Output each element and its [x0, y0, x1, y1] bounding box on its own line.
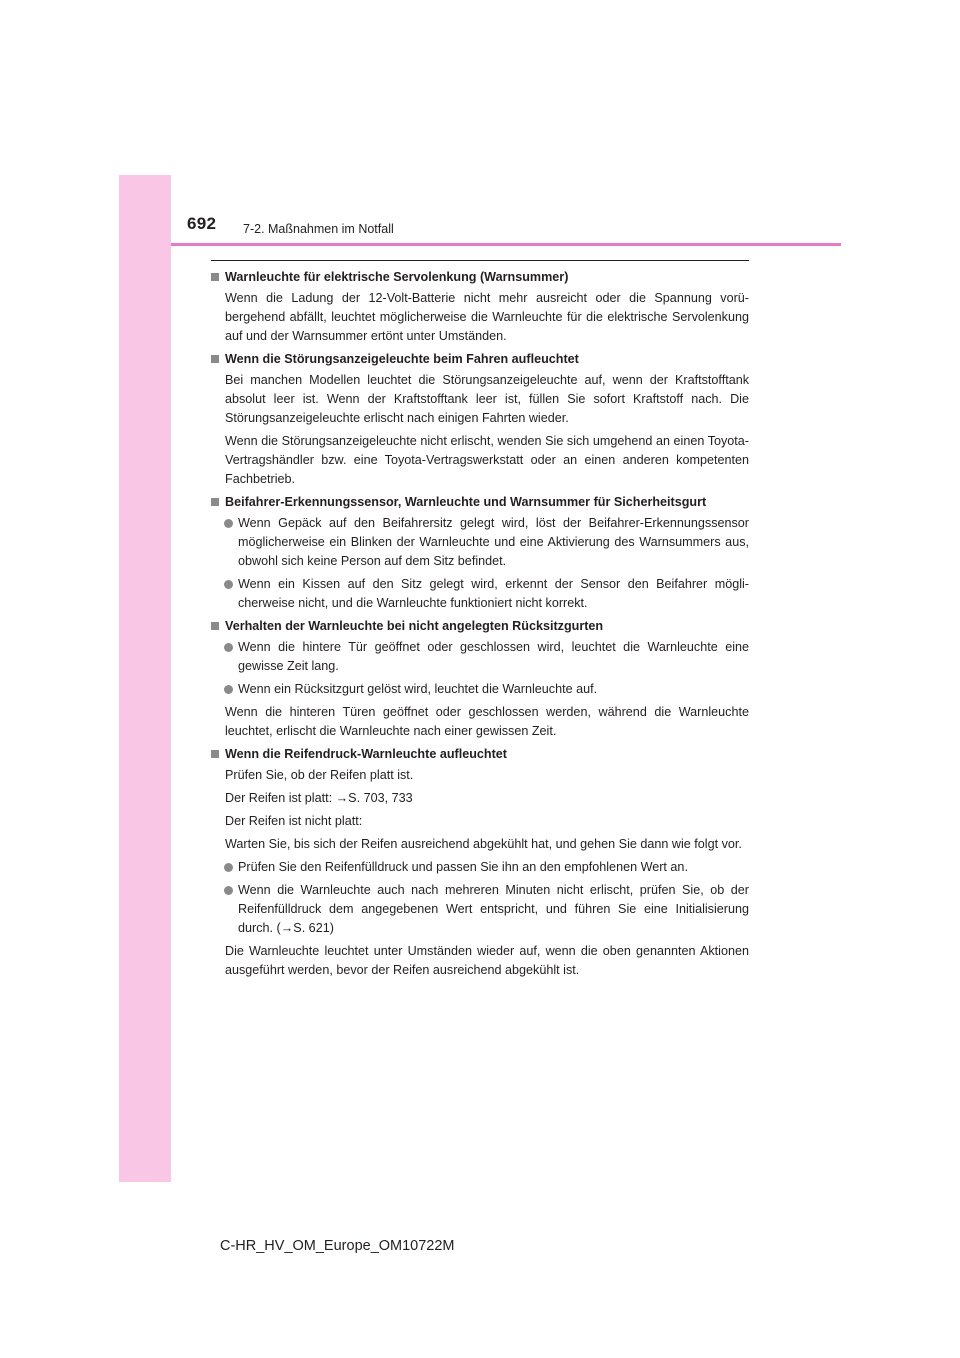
bullet-item: Wenn ein Rücksitzgurt gelöst wird, leuchtet die Warnleuchte auf.	[238, 680, 749, 699]
square-bullet-icon	[211, 498, 219, 506]
side-color-band	[119, 175, 171, 1182]
circle-bullet-icon	[224, 519, 233, 528]
section-heading: Beifahrer-Erkennungssensor, Warnleuchte und Warnsummer für Sicherheitsgurt	[211, 493, 749, 512]
paragraph: Die Warnleuchte leuchtet unter Umständen wieder auf, wenn die oben genannten Aktionen ausgeführt werden, bevor der Reifen ausreichend abgekühlt ist.	[225, 944, 749, 977]
square-bullet-icon	[211, 355, 219, 363]
bullet-item: Wenn ein Kissen auf den Sitz gelegt wird, erkennt der Sensor den Beifahrer möglicherweise nicht, und die Warnleuchte funktioniert nicht korrekt.	[238, 575, 749, 613]
bullet-item: Wenn die hintere Tür geöffnet oder geschlossen wird, leuchtet die Warnleuchte eine gewisse Zeit lang.	[238, 638, 749, 676]
section-heading: Wenn die Störungsanzeigeleuchte beim Fahren aufleuchtet	[211, 350, 749, 369]
section-heading: Warnleuchte für elektrische Servolenkung (Warnsummer)	[211, 268, 749, 287]
document-id-footer: C-HR_HV_OM_Europe_OM10722M	[220, 1238, 455, 1254]
bullet-item: Wenn Gepäck auf den Beifahrersitz gelegt wird, löst der Beifahrer-Erkennungssensor möglicherweise ein Blinken der Warnleuchte und eine Aktivierung des Warnsummers aus, obwohl sich keine Person auf dem Sitz befindet.	[238, 514, 749, 571]
circle-bullet-icon	[224, 863, 233, 872]
paragraph: Wenn die Ladung der 12-Volt-Batterie nicht mehr ausreicht oder die Spannung vorübergehend abfällt, leuchtet möglicherweise die Warnleuchte für die elektrische Servolenkung auf und der Warnsummer ertönt unter Umständen.	[225, 291, 749, 343]
section-heading: Wenn die Reifendruck-Warnleuchte aufleuchtet	[211, 745, 749, 764]
paragraph: Wenn die hinteren Türen geöffnet oder geschlossen werden, während die Warnleuchte leuchtet, erlischt die Warnleuchte nach einer gewissen Zeit.	[225, 705, 749, 738]
paragraph: Wenn die Störungsanzeigeleuchte nicht erlischt, wenden Sie sich umgehend an einen Toyota-Vertragshändler bzw. eine Toyota-Vertragswerkstatt oder an einen anderen kompetenten Fachbetrieb.	[225, 434, 749, 486]
square-bullet-icon	[211, 750, 219, 758]
bullet-item: Prüfen Sie den Reifenfülldruck und passen Sie ihn an den empfohlenen Wert an.	[238, 858, 749, 877]
circle-bullet-icon	[224, 643, 233, 652]
square-bullet-icon	[211, 622, 219, 630]
paragraph: Der Reifen ist nicht platt:	[225, 814, 363, 828]
section-heading: Verhalten der Warnleuchte bei nicht angelegten Rücksitzgurten	[211, 617, 749, 636]
paragraph: Bei manchen Modellen leuchtet die Störungsanzeigeleuchte auf, wenn der Kraftstofftank absolut leer ist. Wenn der Kraftstofftank leer ist, füllen Sie sofort Kraftstoff nach. Die Störungsanzeigeleuchte erlischt nach einigen Fahrten wieder.	[225, 373, 749, 425]
paragraph: Prüfen Sie, ob der Reifen platt ist.	[225, 768, 414, 782]
circle-bullet-icon	[224, 580, 233, 589]
paragraph: Warten Sie, bis sich der Reifen ausreichend abgekühlt hat, und gehen Sie dann wie folgt vor.	[225, 837, 742, 851]
section-title: 7-2. Maßnahmen im Notfall	[243, 222, 394, 236]
content-top-rule	[211, 260, 749, 261]
content-body	[211, 268, 749, 984]
circle-bullet-icon	[224, 886, 233, 895]
square-bullet-icon	[211, 273, 219, 281]
header-rule	[171, 243, 841, 246]
paragraph: Der Reifen ist platt: →S. 703, 733	[225, 791, 413, 805]
page-number: 692	[187, 214, 217, 233]
circle-bullet-icon	[224, 685, 233, 694]
bullet-item: Wenn die Warnleuchte auch nach mehreren Minuten nicht erlischt, prüfen Sie, ob der Reifenfülldruck dem angegebenen Wert entspricht, und führen Sie eine Initialisierung durch. (→S. 621)	[238, 881, 749, 938]
